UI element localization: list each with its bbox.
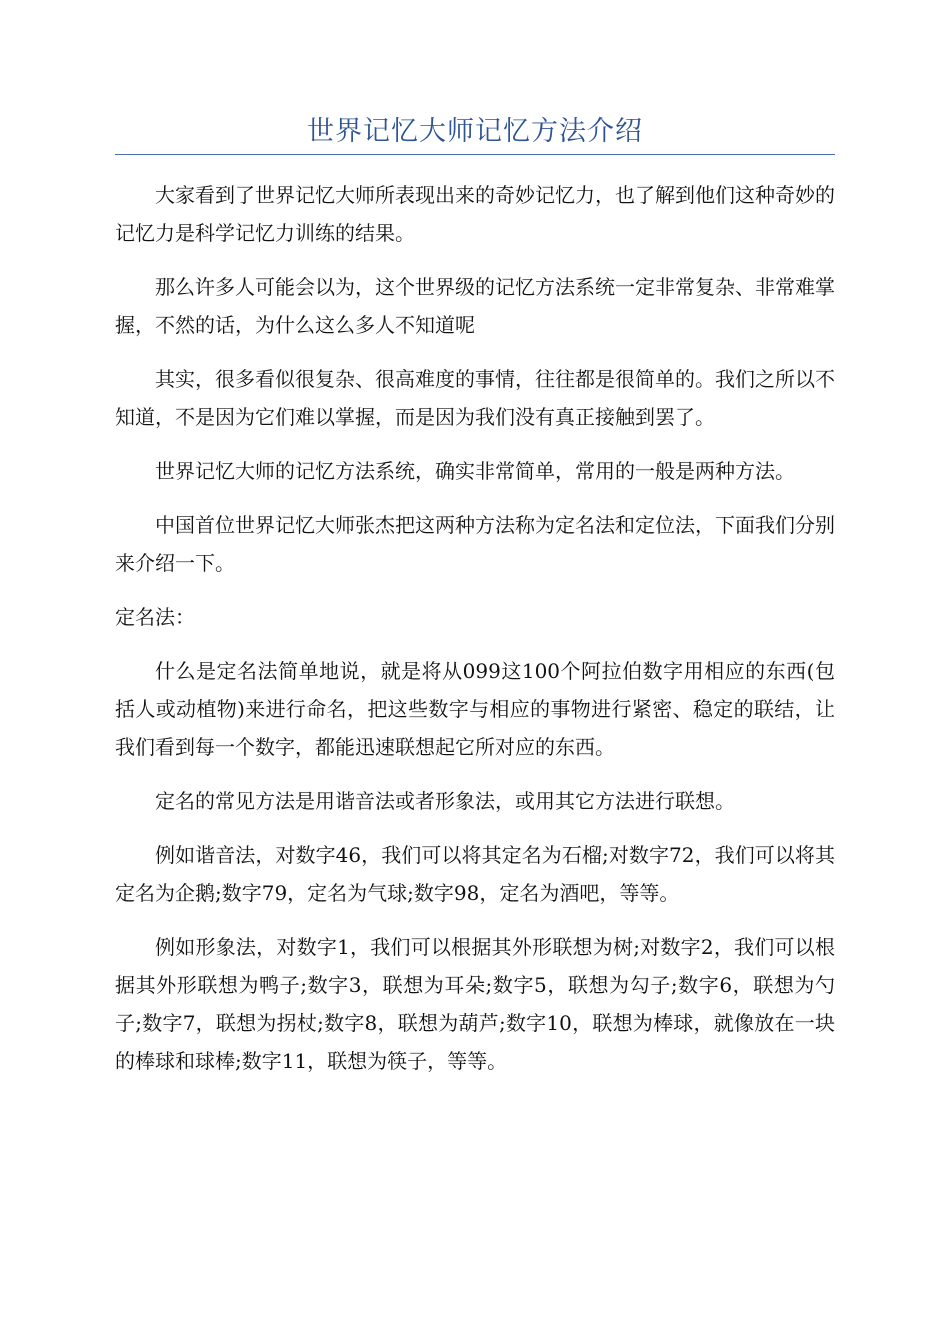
section-heading: 定名法： bbox=[115, 605, 195, 629]
page-title: 世界记忆大师记忆方法介绍 bbox=[307, 116, 643, 147]
document-body bbox=[115, 176, 835, 1096]
paragraph: 中国首位世界记忆大师张杰把这两种方法称为定名法和定位法，下面我们分别来介绍一下。 bbox=[115, 513, 835, 575]
paragraph: 例如形象法，对数字1，我们可以根据其外形联想为树;对数字2，我们可以根据其外形联想为鸭子;数字3，联想为耳朵;数字5，联想为勾子;数字6，联想为勺子;数字7，联想为拐杖;数字8，联想为葫芦;数字10，联想为棒球，就像放在一块的棒球和球棒;数字11，联想为筷子，等等。 bbox=[115, 935, 835, 1073]
paragraph: 例如谐音法，对数字46，我们可以将其定名为石榴;对数字72，我们可以将其定名为企鹅;数字79，定名为气球;数字98，定名为酒吧，等等。 bbox=[115, 843, 835, 905]
paragraph: 大家看到了世界记忆大师所表现出来的奇妙记忆力，也了解到他们这种奇妙的记忆力是科学记忆力训练的结果。 bbox=[115, 183, 835, 245]
title-block bbox=[115, 112, 835, 155]
paragraph: 那么许多人可能会以为，这个世界级的记忆方法系统一定非常复杂、非常难掌握，不然的话，为什么这么多人不知道呢 bbox=[115, 275, 835, 337]
paragraph: 世界记忆大师的记忆方法系统，确实非常简单，常用的一般是两种方法。 bbox=[155, 459, 795, 483]
paragraph: 什么是定名法简单地说，就是将从099这100个阿拉伯数字用相应的东西(包括人或动植物)来进行命名，把这些数字与相应的事物进行紧密、稳定的联结，让我们看到每一个数字，都能迅速联想起它所对应的东西。 bbox=[115, 659, 835, 759]
paragraph: 其实，很多看似很复杂、很高难度的事情，往往都是很简单的。我们之所以不知道，不是因为它们难以掌握，而是因为我们没有真正接触到罢了。 bbox=[115, 367, 835, 429]
paragraph: 定名的常见方法是用谐音法或者形象法，或用其它方法进行联想。 bbox=[155, 789, 735, 813]
